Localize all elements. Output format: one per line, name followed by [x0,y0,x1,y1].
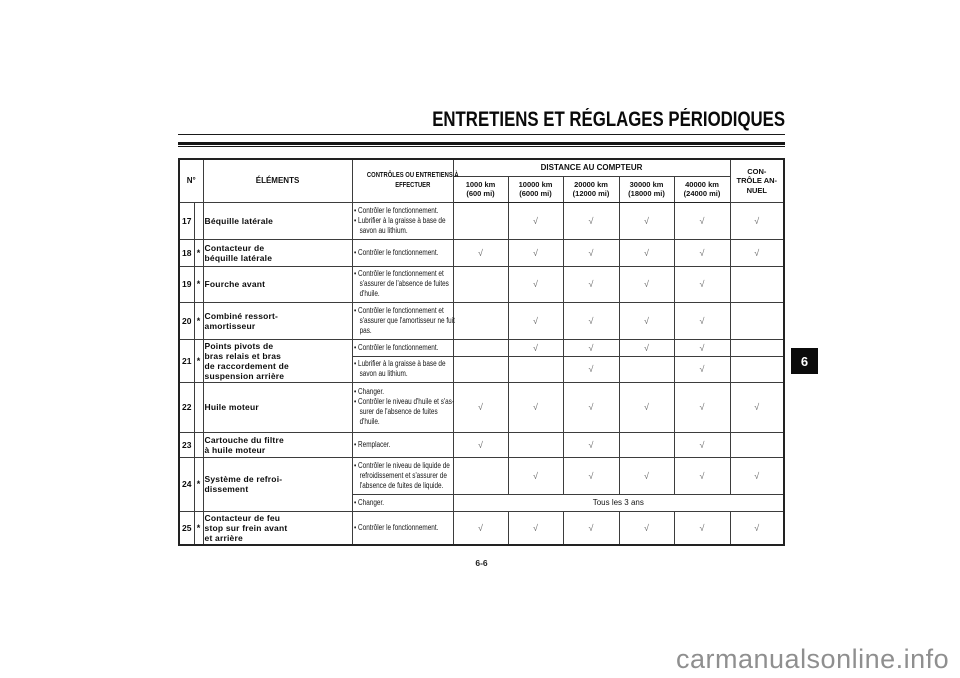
control-item: • Lubrifier à la graisse à base de savon au lithium. [353,215,446,235]
check-cell: √ [563,457,619,494]
row-asterisk [194,202,203,239]
control-item: • Contrôler le niveau d'huile et s'as- surer de l'absence de fuites d'huile. [353,397,454,426]
check-cell: √ [508,266,563,302]
col-header-distance-5: 40000 km (24000 mi) [674,176,730,202]
table-row [179,202,784,239]
check-cell: √ [619,457,674,494]
check-cell: √ [508,239,563,266]
table-row [179,432,784,457]
row-asterisk [194,432,203,457]
col-header-controls [352,159,459,202]
table-row [179,382,784,432]
page-number: 6-6 [475,558,488,568]
control-item: • Contrôler le fonctionnement. [353,342,438,352]
row-number: 24 [179,457,194,511]
header-row-group [179,159,784,176]
col-header-elements: ÉLÉMENTS [203,159,352,202]
check-cell [730,356,784,382]
check-cell: √ [730,382,784,432]
check-cell: √ [619,239,674,266]
table-row [179,457,784,494]
page-title: ENTRETIENS ET RÉGLAGES PÉRIODIQUES [432,108,785,131]
check-cell: √ [674,202,730,239]
col-header-annual: CON- TRÔLE AN- NUEL [730,159,784,202]
col-header-distance-3: 20000 km (12000 mi) [563,176,619,202]
row-number: 19 [179,266,194,302]
element-name: Fourche avant [203,266,352,302]
row-asterisk: * [194,239,203,266]
watermark: carmanualsonline.info [676,644,950,674]
element-name: Béquille latérale [203,202,352,239]
row-asterisk: * [194,511,203,545]
controls-cell [352,494,453,511]
table-row [179,511,784,545]
check-cell [453,202,508,239]
row-number: 18 [179,239,194,266]
check-cell: √ [563,202,619,239]
check-cell: √ [508,511,563,545]
table-row [179,302,784,339]
check-cell: √ [563,302,619,339]
row-number: 20 [179,302,194,339]
control-item: • Contrôler le niveau de liquide de refroidissement et s'assurer de l'absence de fuites de liquide. [353,460,450,490]
check-cell: √ [674,239,730,266]
check-cell: √ [674,432,730,457]
table-row [179,239,784,266]
check-cell: √ [508,302,563,339]
element-name: Points pivots de bras relais et bras de raccordement de suspension arrière [203,339,352,382]
check-cell: √ [563,356,619,382]
check-cell: √ [563,339,619,356]
check-cell [453,302,508,339]
col-header-number: N° [179,159,203,202]
check-cell: √ [563,511,619,545]
check-cell [619,432,674,457]
table-row [179,266,784,302]
controls-cell [352,457,453,494]
check-cell: √ [674,457,730,494]
check-cell: √ [508,339,563,356]
chapter-tab: 6 [791,348,818,374]
check-cell: √ [674,356,730,382]
check-cell: √ [563,432,619,457]
check-cell: √ [453,432,508,457]
row-number: 17 [179,202,194,239]
element-name: Contacteur de béquille latérale [203,239,352,266]
controls-cell [352,239,453,266]
check-cell: √ [453,511,508,545]
row-number: 23 [179,432,194,457]
check-cell [730,339,784,356]
check-cell: √ [563,382,619,432]
controls-cell [352,356,453,382]
title-block [178,110,785,135]
control-item: • Lubrifier à la graisse à base de savon au lithium. [353,359,446,378]
check-cell: √ [508,202,563,239]
row-asterisk: * [194,266,203,302]
check-cell: √ [730,511,784,545]
row-asterisk: * [194,339,203,382]
element-name: Combiné ressort- amortisseur [203,302,352,339]
control-item: • Remplacer. [353,439,390,449]
check-cell [453,356,508,382]
check-cell: √ [674,511,730,545]
control-item: • Contrôler le fonctionnement. [353,522,438,532]
check-cell [453,339,508,356]
check-cell: √ [619,382,674,432]
maintenance-schedule-table [178,158,785,546]
controls-cell [352,511,453,545]
controls-cell [352,382,453,432]
check-cell [730,266,784,302]
interval-note-cell: Tous les 3 ans [453,494,784,511]
row-number: 21 [179,339,194,382]
col-header-distance-2: 10000 km (6000 mi) [508,176,563,202]
check-cell: √ [563,239,619,266]
col-header-distance-group: DISTANCE AU COMPTEUR [453,159,730,176]
element-name: Contacteur de feu stop sur frein avant et arrière [203,511,352,545]
check-cell [453,266,508,302]
row-number: 22 [179,382,194,432]
control-item: • Contrôler le fonctionnement. [353,247,438,257]
page-content [178,0,785,568]
check-cell: √ [563,266,619,302]
element-name: Cartouche du filtre à huile moteur [203,432,352,457]
check-cell: √ [674,339,730,356]
check-cell: √ [508,457,563,494]
check-cell: √ [619,266,674,302]
row-asterisk: * [194,457,203,511]
table-row [179,339,784,356]
check-cell: √ [453,239,508,266]
title-divider [178,142,785,147]
check-cell: √ [674,266,730,302]
check-cell: √ [674,302,730,339]
check-cell: √ [674,382,730,432]
control-item: • Changer. [353,497,384,507]
control-item: • Changer. [353,387,384,396]
check-cell: √ [453,382,508,432]
check-cell [730,302,784,339]
check-cell [453,457,508,494]
check-cell: √ [730,202,784,239]
control-item: • Contrôler le fonctionnement et s'assurer que l'amortisseur ne fuit pas. [353,305,455,335]
controls-cell [352,202,453,239]
element-name: Huile moteur [203,382,352,432]
control-item: • Contrôler le fonctionnement et s'assurer de l'absence de fuites d'huile. [353,269,449,298]
row-asterisk: * [194,302,203,339]
col-header-distance-1: 1000 km (600 mi) [453,176,508,202]
row-number: 25 [179,511,194,545]
controls-cell [352,302,453,339]
check-cell [619,356,674,382]
controls-cell [352,432,453,457]
controls-cell [352,339,453,356]
col-header-controls-label: CONTRÔLES OU ENTRETIENS À EFFECTUER [366,170,459,189]
check-cell [508,432,563,457]
check-cell: √ [730,457,784,494]
col-header-distance-4: 30000 km (18000 mi) [619,176,674,202]
check-cell: √ [619,302,674,339]
check-cell: √ [508,382,563,432]
check-cell [508,356,563,382]
check-cell [730,432,784,457]
check-cell: √ [619,202,674,239]
element-name: Système de refroi- dissement [203,457,352,511]
check-cell: √ [619,339,674,356]
controls-cell [352,266,453,302]
check-cell: √ [730,239,784,266]
check-cell: √ [619,511,674,545]
control-item: • Contrôler le fonctionnement. [353,205,438,215]
row-asterisk [194,382,203,432]
